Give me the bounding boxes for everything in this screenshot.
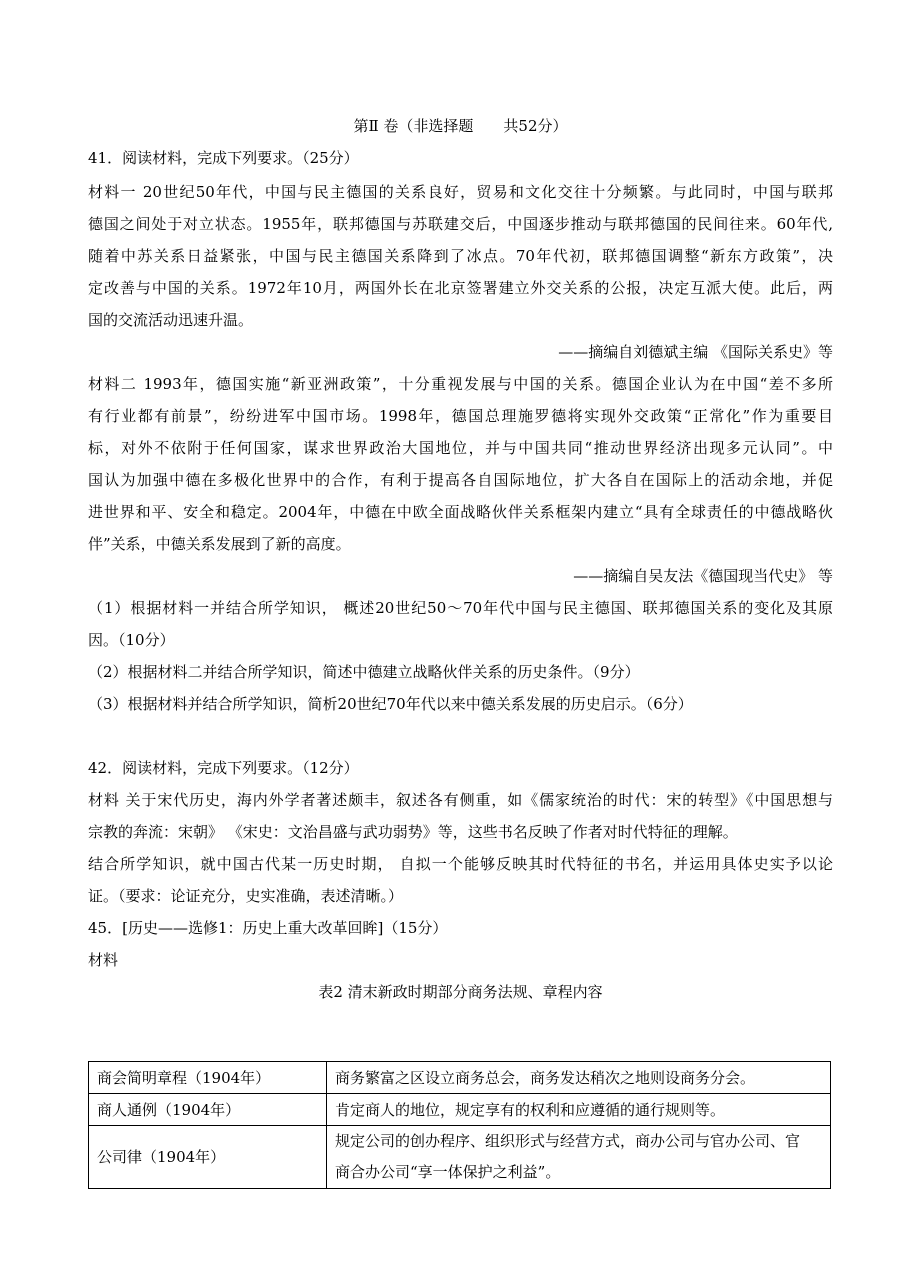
- q42-task-line: 结合所学知识，就中国古代某一历史时期， 自拟一个能够反映其时代特征的书名，并运用具体史实予以论: [88, 855, 833, 873]
- q41-sub-question-3: （3）根据材料并结合所学知识，简析20世纪70年代以来中德关系发展的历史启示。（6分）: [88, 695, 693, 713]
- q41-heading: 41．阅读材料，完成下列要求。（25分）: [88, 149, 359, 167]
- law-content-line: 规定公司的创办程序、组织形式与经营方式，商办公司与官办公司、官: [335, 1132, 801, 1150]
- q41-material2-line: 伴”关系，中德关系发展到了新的高度。: [88, 535, 351, 553]
- q41-material2-line: 进世界和平、安全和稳定。2004年，中德在中欧全面战略伙伴关系框架内建立“具有全球责任的中德战略伙: [88, 503, 833, 521]
- law-content-cell: 商务繁富之区设立商务总会，商务发达稍次之地则设商务分会。: [327, 1062, 831, 1094]
- q41-material2-line: 国认为加强中德在多极化世界中的合作，有利于提高各自国际地位，扩大各自在国际上的活动余地，并促: [88, 471, 833, 489]
- q41-material1-source: ——摘编自刘德斌主编 《国际关系史》等: [558, 343, 833, 361]
- q41-material1-line: 德国之间处于对立状态。1955年，联邦德国与苏联建交后，中国逐步推动与联邦德国的民间往来。60年代,: [88, 215, 833, 233]
- q41-sub-question-1: （1）根据材料一并结合所学知识， 概述20世纪50～70年代中国与民主德国、联邦德国关系的变化及其原: [88, 599, 833, 617]
- law-name-cell: 公司律（1904年）: [89, 1126, 327, 1189]
- q41-sub-question-1: 因。（10分）: [88, 631, 175, 649]
- table-row: [89, 1094, 831, 1126]
- q41-material2-line: 标，对外不依附于任何国家，谋求世界政治大国地位，并与中国共同“推动世界经济出现多元认同”。中: [88, 439, 833, 457]
- law-content-cell: [327, 1126, 831, 1189]
- law-content-line: 商合办公司“享一体保护之利益”。: [335, 1163, 561, 1181]
- q41-material2-line: 材料二 1993年，德国实施“新亚洲政策”，十分重视发展与中国的关系。德国企业认为在中国“差不多所: [88, 375, 833, 393]
- q41-material1-line: 材料一 20世纪50年代，中国与民主德国的关系良好，贸易和文化交往十分频繁。与此同时，中国与联邦: [88, 183, 833, 201]
- table-row: [89, 1062, 831, 1094]
- q41-material1-line: 国的交流活动迅速升温。: [88, 311, 254, 329]
- q42-material-line: 材料 关于宋代历史，海内外学者著述颇丰，叙述各有侧重，如《儒家统治的时代：宋的转型》《中国思想与: [88, 791, 833, 809]
- q45-table-caption: 表2 清末新政时期部分商务法规、章程内容: [318, 983, 603, 1001]
- q41-material1-line: 定改善与中国的关系。1972年10月，两国外长在北京签署建立外交关系的公报，决定互派大使。此后，两: [88, 279, 833, 297]
- q45-material-label: 材料: [88, 951, 119, 969]
- q42-task-line: 证。（要求：论证充分，史实准确，表述清晰。）: [88, 887, 404, 905]
- q41-sub-question-2: （2）根据材料二并结合所学知识，简述中德建立战略伙伴关系的历史条件。（9分）: [88, 663, 640, 681]
- q41-material2-line: 有行业都有前景”，纷纷进军中国市场。1998年，德国总理施罗德将实现外交政策“正常化”作为重要目: [88, 407, 833, 425]
- law-content-cell: 肯定商人的地位，规定享有的权利和应遵循的通行规则等。: [327, 1094, 831, 1126]
- q42-heading: 42．阅读材料，完成下列要求。（12分）: [88, 759, 359, 777]
- q45-heading: 45．[历史——选修1：历史上重大改革回眸]（15分）: [88, 919, 448, 937]
- table-row: [89, 1126, 831, 1189]
- q41-material2-source: ——摘编自吴友法《德国现当代史》 等: [573, 567, 833, 585]
- law-table: [88, 1061, 831, 1189]
- q42-material-line: 宗教的奔流：宋朝》 《宋史：文治昌盛与武功弱势》等，这些书名反映了作者对时代特征的理解。: [88, 823, 738, 841]
- section-title: 第Ⅱ 卷（非选择题 共52分）: [353, 117, 568, 135]
- q41-material1-line: 随着中苏关系日益紧张，中国与民主德国关系降到了冰点。70年代初，联邦德国调整“新东方政策”，决: [88, 247, 833, 265]
- law-name-cell: 商人通例（1904年）: [89, 1094, 327, 1126]
- law-name-cell: 商会简明章程（1904年）: [89, 1062, 327, 1094]
